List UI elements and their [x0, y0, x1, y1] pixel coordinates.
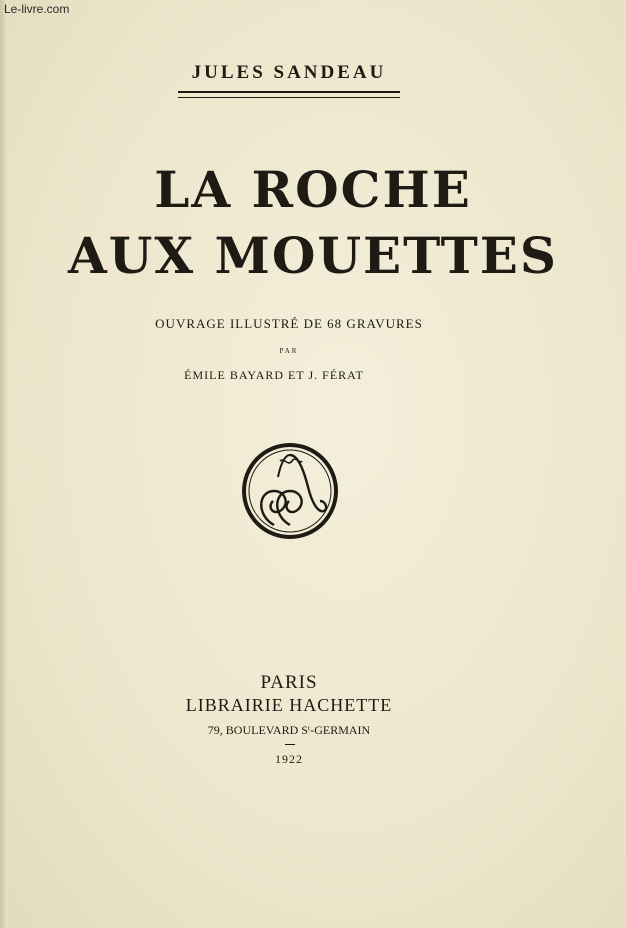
book-title-line-1: LA ROCHE: [154, 160, 472, 219]
imprint-address: 79, BOULEVARD Sᵗ-GERMAIN: [207, 723, 371, 737]
book-title-line-2: AUX MOUETTES: [67, 226, 559, 285]
author-underline: [178, 91, 400, 93]
illustrators: ÉMILE BAYARD ET J. FÉRAT: [184, 368, 364, 382]
author-underline-thin: [178, 97, 400, 98]
imprint-city: PARIS: [260, 672, 318, 693]
imprint-publisher: LIBRAIRIE HACHETTE: [185, 695, 393, 715]
imprint-divider: [285, 744, 295, 745]
publisher-monogram-icon: [240, 441, 340, 541]
watermark: Le-livre.com: [4, 2, 70, 16]
by-label: PAR: [279, 347, 299, 355]
book-spine-edge: [0, 0, 8, 928]
author-name: JULES SANDEAU: [191, 62, 387, 83]
imprint-year: 1922: [275, 752, 303, 766]
illustration-note: OUVRAGE ILLUSTRÉ DE 68 GRAVURES: [155, 316, 423, 331]
